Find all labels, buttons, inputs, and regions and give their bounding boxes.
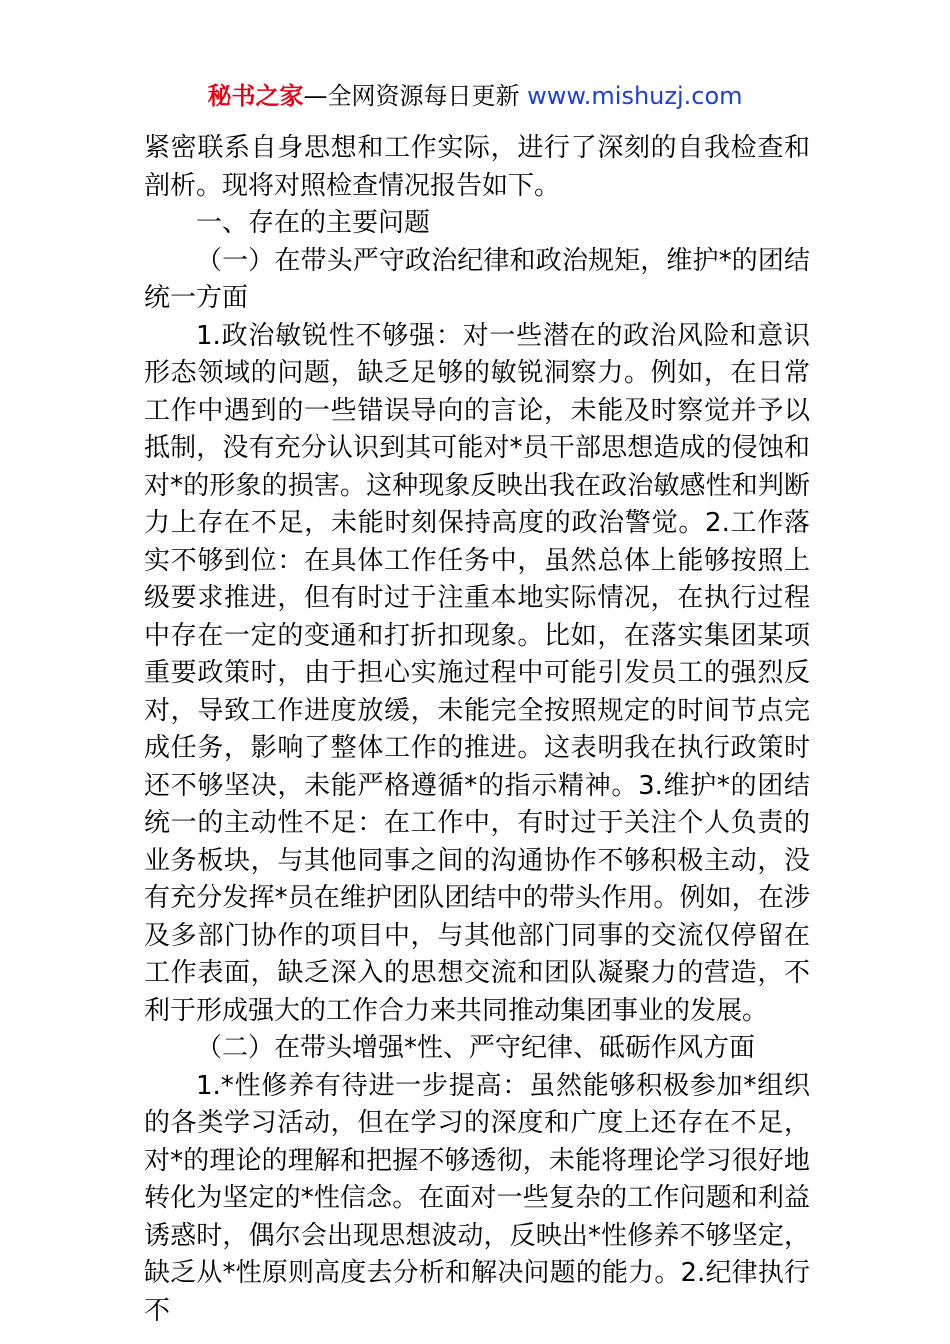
paragraph-subsection-1: 1.政治敏锐性不够强：对一些潜在的政治风险和意识形态领域的问题，缺乏足够的敏锐洞察力。例如，在日常工作中遇到的一些错误导向的言论，未能及时察觉并予以抵制，没有充分认识到其可能对*员干部思想造成的侵蚀和对*的形象的损害。这种现象反映出我在政治敏感性和判断力上存在不足，未能时刻保持高度的政治警觉。2.工作落实不够到位：在具体工作任务中，虽然总体上能够按照上级要求推进，但有时过于注重本地实际情况，在执行过程中存在一定的变通和打折扣现象。比如，在落实集团某项重要政策时，由于担心实施过程中可能引发员工的强烈反对，导致工作进度放缓，未能完全按照规定的时间节点完成任务，影响了整体工作的推进。这表明我在执行政策时还不够坚决，未能严格遵循*的指示精神。3.维护*的团结统一的主动性不足：在工作中，有时过于关注个人负责的业务板块，与其他同事之间的沟通协作不够积极主动，没有充分发挥*员在维护团队团结中的带头作用。例如，在涉及多部门协作的项目中，与其他部门同事的交流仅停留在工作表面，缺乏深入的思想交流和团队凝聚力的营造，不利于形成强大的工作合力来共同推动集团事业的发展。 [144,320,810,1026]
section-heading-problems: 一、存在的主要问题 [196,208,431,238]
paragraph-subsection-2: 1.*性修养有待进一步提高：虽然能够积极参加*组织的各类学习活动，但在学习的深度和广度上还存在不足，对*的理论的理解和把握不够透彻，未能将理论学习很好地转化为坚定的*性信念。在面对一些复杂的工作问题和利益诱惑时，偶尔会出现思想波动，反映出*性修养不够坚定，缺乏从*性原则高度去分析和解决问题的能力。2.纪律执行不 [144,1070,810,1326]
subsection-heading-2: （二）在带头增强*性、严守纪律、砥砺作风方面 [196,1033,756,1063]
site-brand: 秘书之家 [207,82,304,110]
site-header [0,80,950,112]
document-body [144,130,810,1330]
site-url[interactable]: www.mishuzj.com [527,82,743,110]
paragraph-intro: 紧密联系自身思想和工作实际，进行了深刻的自我检查和剖析。现将对照检查情况报告如下。 [144,133,810,201]
subsection-heading-1: （一）在带头严守政治纪律和政治规矩，维护*的团结统一方面 [144,245,810,313]
site-tagline: —全网资源每日更新 [303,82,528,110]
